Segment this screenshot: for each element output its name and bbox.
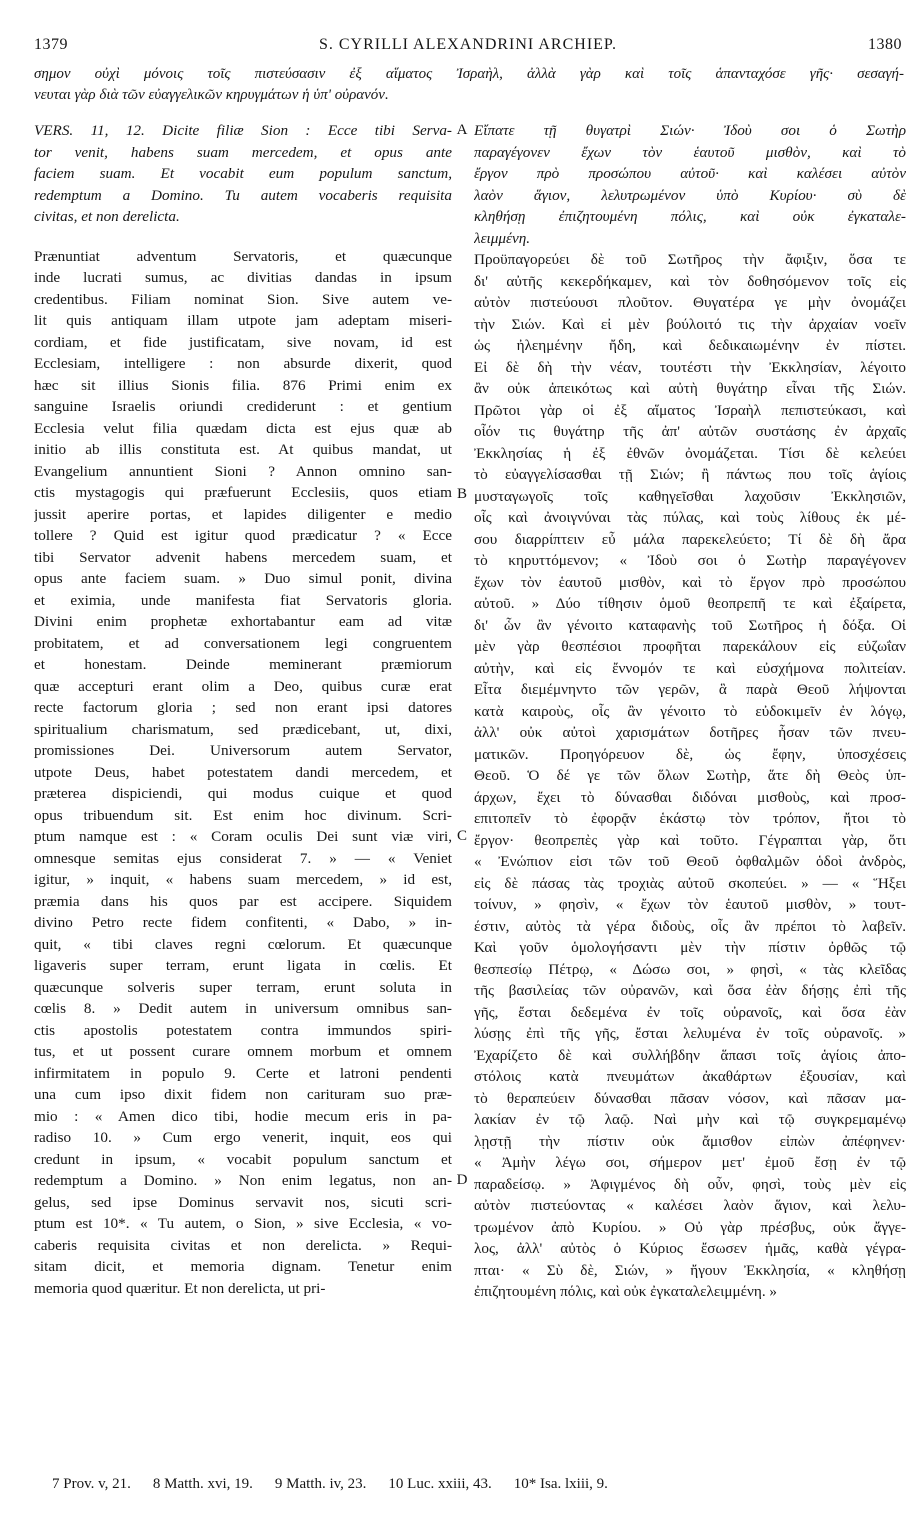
text-line: λύσῃς ἐπὶ τῆς γῆς, ἔσται λελυμένα ἐν τοῖς οὐρανοῖς. » xyxy=(474,1025,906,1042)
running-header xyxy=(34,36,902,58)
text-line: μὲν γὰρ θεσπέσιοι προφῆται παρεκάλουν εἰς εὐζωΐαν xyxy=(474,638,906,655)
text-line: « Ἐνώπιον εἰσι τῶν τοῦ Θεοῦ ὀφθαλμῶν ὁδοὶ ἀνδρὸς, xyxy=(474,853,906,870)
footnote: 10 Luc. xxiii, 43. xyxy=(388,1476,492,1492)
page-number-left: 1379 xyxy=(34,36,68,53)
verse-line: ἔργον πρὸ προσώπου αὐτοῦ· καὶ καλέσει αὐτὸν xyxy=(474,165,906,182)
text-line: ptum namque est : « Coram oculis Dei sunt viæ viri, xyxy=(34,828,452,845)
text-line: probitatem, et ad conversationem legi congruentem xyxy=(34,634,452,652)
text-line: caberis requisita civitas et non derelicta. » Requi- xyxy=(34,1236,452,1254)
text-line: inde lucrati sumus, ac divitias dandas in ipsum xyxy=(34,269,452,286)
text-line: Ecclesia velut filia quædam dicta est ejus quæ ab xyxy=(34,419,452,437)
text-line: αὐτὴν, καὶ εἰς ἔννομόν τε καὶ εὐσχήμονα πολιτείαν. xyxy=(474,659,906,677)
text-line: infirmitatem in populo 9. Certe et latroni pendenti xyxy=(34,1064,452,1082)
text-line: τῆς βασιλείας τῶν οὐρανῶν, καὶ ὅσα ἐὰν δήσῃς ἐπὶ τῆς xyxy=(474,982,906,999)
text-line: Ἐχαρίζετο δὲ καὶ συλλήβδην ἅπασι τοῖς ἁγίοις ἀπο- xyxy=(474,1046,906,1064)
text-line: τὸ εὐαγγελίσασθαι τῇ Σιών; ἢ πάντως που τοῖς ἁγίοις xyxy=(474,466,906,483)
text-line: ptum est 10*. « Tu autem, o Sion, » sive Ecclesia, « vo- xyxy=(34,1215,452,1232)
text-line: ligaveris super terram, erunt ligata in cœlis. Et xyxy=(34,957,452,974)
text-line: ctis mystagogis qui præfuerunt Ecclesiis, quos etiam xyxy=(34,484,452,501)
text-line: μυσταγωγοῖς τοῖς καθηγεῖσθαι λαχοῦσιν Ἐκκλησιῶν, xyxy=(474,487,906,505)
footnote: 9 Matth. iv, 23. xyxy=(274,1476,367,1492)
text-line: credunt in ipsum, « vocabit populum sanctum et xyxy=(34,1150,452,1168)
text-line: τὸ θεραπεύειν δύνασθαι πᾶσαν νόσον, καὶ πᾶσαν μα- xyxy=(474,1089,906,1107)
text-line: τρωμένον ἀπὸ Κυρίου. » Οὐ γὰρ πρέσβυς, οὐκ ἄγγε- xyxy=(474,1218,906,1236)
text-line: σου διαρρίπτειν εὖ μάλα παρεκελεύετο; Τί δὲ δὴ ἄρα xyxy=(474,530,906,548)
text-line: γῆς, ἔσται δεδεμένα ἐν τοῖς οὐρανοῖς, καὶ ὅσα ἐὰν xyxy=(474,1003,906,1021)
text-line: τὸ κηρυττόμενον; « Ἰδοὺ σοι ὁ Σωτὴρ παραγέγονεν xyxy=(474,552,906,569)
text-line: Πρῶτοι γὰρ οἱ ἐξ αἵματος Ἰσραὴλ πεπιστεύκασι, καὶ xyxy=(474,401,906,419)
verse-line: tor venit, habens suam mercedem, et opus ante xyxy=(34,143,452,161)
text-line: ἐπιζητουμένη πόλις, καὶ οὐκ ἐγκαταλελειμμένη. » xyxy=(474,1283,778,1300)
text-line: mio : « Amen dico tibi, hodie mecum eris in pa- xyxy=(34,1107,452,1125)
greek-commentary xyxy=(474,249,906,1303)
text-line: recte factorum gloria ; sed non erant ipsi datores xyxy=(34,699,452,716)
verse-line: redemptum a Domino. Tu autem vocaberis requisita xyxy=(34,186,452,204)
text-line: παραδείσῳ. » Ἀφιγμένος δὴ οὖν, φησὶ, τοὺς μὲν εἰς xyxy=(474,1175,906,1193)
text-line: οἷς καὶ ἀνοιγνύναι τὰς πύλας, καὶ τοὺς λίθους ἐκ μέ- xyxy=(474,509,906,526)
footnotes xyxy=(52,1476,872,1493)
text-line: θεσπεσίῳ Πέτρῳ, « Δώσω σοι, » φησὶ, « τὰς κλεῖδας xyxy=(474,960,906,978)
page-number-right: 1380 xyxy=(868,36,902,53)
text-line: et honestam. Deinde meminerant præmiorum xyxy=(34,656,452,673)
text-line: hæc sit illius Sionis filia. 876 Primi enim ex xyxy=(34,376,452,394)
greek-verse xyxy=(474,120,906,249)
verse-line: λαὸν ἅγιον, λελυτρωμένον ὑπὸ Κυρίου· σὺ δὲ xyxy=(474,186,906,204)
text-line: præterea dispiciendi, qui modus cuique et quod xyxy=(34,785,452,802)
text-line: τοίνυν, » φησὶν, « ἔχων τὸν ἑαυτοῦ μισθὸν, » τουτ- xyxy=(474,896,906,913)
text-line: opus tribuendum sit. Est enim hoc divinum. Scri- xyxy=(34,806,452,824)
text-line: spiritualium charismatum, sed prædicebant, ut, dixi, xyxy=(34,720,452,738)
text-line: δι' αὐτῆς κεκερδήκαμεν, καὶ τὸν δοθησόμενον τοῖς εἰς xyxy=(474,272,906,290)
text-line: « Ἀμὴν λέγω σοι, σήμερον μετ' ἐμοῦ ἔσῃ ἐν τῷ xyxy=(474,1154,906,1171)
text-line: έστιν, αὐτὸς τὰ γέρα διδοὺς, οἷς ἂν πρέποι τὸ λαβεῖν. xyxy=(474,917,906,935)
text-line: Καὶ γοῦν ὁμολογήσαντι μὲν τὴν πίστιν ὀρθῶς τῷ xyxy=(474,939,906,956)
verse-line: παραγέγονεν ἔχων τὸν ἑαυτοῦ μισθὸν, καὶ τὸ xyxy=(474,143,906,161)
text-line: λῃστῇ τὴν πίστιν οὐκ ἄμισθον εἰπὼν ἀπέφηνεν· xyxy=(474,1132,906,1150)
text-line: quæ accepturi erant olim a Deo, quibus curæ erat xyxy=(34,677,452,695)
text-line: igitur, » inquit, « habens suam mercedem, » id est, xyxy=(34,871,452,888)
footnote: 10* Isa. lxiii, 9. xyxy=(513,1476,608,1492)
text-line: ctis apostolis potestatem contra immundos spiri- xyxy=(34,1021,452,1039)
text-line: ἔχων τὸν ἑαυτοῦ μισθὸν, καὶ τὸ ἔργον πρὸ προσώπου xyxy=(474,573,906,591)
text-line: sanguine Israelis oriundi crediderunt : et gentium xyxy=(34,398,452,415)
verse-line: civitas, et non derelicta. xyxy=(34,208,180,225)
text-line: Θεοῦ. Ὁ δέ γε τῶν ὅλων Σωτὴρ, ἅτε δὴ Θεὸς ὑπ- xyxy=(474,767,906,784)
text-line: αὐτὸν πιστεύοντας « καλέσει λαὸν ἅγιον, καὶ λελυ- xyxy=(474,1197,906,1214)
text-line: gelus, sed ipse Dominus servavit nos, sicuti scri- xyxy=(34,1193,452,1211)
text-line: Divini enim prophetæ exhortabantur eam ad vitæ xyxy=(34,613,452,630)
margin-letter-c: C xyxy=(456,828,467,844)
verse-line: faciem suam. Et vocabit eum populum sanctum, xyxy=(34,165,452,182)
text-line: επιτοπεῖν τὸ ἐφορᾷν ἑκάστῳ τὸν τρόπον, ἤτοι τὸ xyxy=(474,810,906,827)
margin-letter-d: D xyxy=(456,1172,468,1188)
text-line: Ecclesiam, intelligere : non absurde dixerit, quod xyxy=(34,355,452,372)
footnote: 7 Prov. v, 21. xyxy=(52,1476,131,1492)
text-line: οἷόν τις θυγάτηρ τῆς ἀπ' αὐτῶν συστάσης ἐν ἀρχαῖς xyxy=(474,423,906,440)
text-line: quit, « tibi claves regni cœlorum. Et quæcunque xyxy=(34,935,452,953)
text-line: tollere ? Quid est igitur quod prædicatur ? « Ecce xyxy=(34,527,452,544)
text-line: una cum ipso dixit fidem non carituram suo præ- xyxy=(34,1086,452,1103)
text-line: initio ab illis constituta est. At quibus mandat, ut xyxy=(34,441,452,458)
verse-line: λειμμένη. xyxy=(474,229,531,247)
text-line: άρχων, ἔχει τὸ δύνασθαι διδόναι μισθοὺς, καὶ προσ- xyxy=(474,788,906,806)
continued-greek-text xyxy=(34,64,904,105)
text-line: νευται γὰρ διὰ τῶν εὐαγγελικῶν κηρυγμάτων ἡ ὑπ' οὐρανόν. xyxy=(34,86,389,103)
text-line: τὴν Σιών. Καὶ εἰ μὲν βούλοιτό τις τὴν ἀρχαίαν νοεῖν xyxy=(474,315,906,333)
text-line: præmia dans his quos par est accipere. Siquidem xyxy=(34,892,452,910)
verse-line: Εἴπατε τῇ θυγατρὶ Σιών· Ἰδοὺ σοι ὁ Σωτὴρ xyxy=(474,122,906,139)
verse-line: κληθήσῃ ἐπιζητουμένη πόλις, καὶ οὐκ ἐγκαταλε- xyxy=(474,208,906,225)
text-line: σημον οὐχὶ μόνοις τοῖς πιστεύσασιν ἐξ αἵματος Ἰσραὴλ, ἀλλὰ γὰρ καὶ τοῖς ἁπανταχόσε γῆς· σεσαγή- xyxy=(34,66,904,82)
text-line: ματικῶν. Προηγόρευον δὲ, ὡς ἔφην, ὑποσχέσεις xyxy=(474,745,906,763)
text-line: memoria quod quæritur. Et non derelicta, ut pri- xyxy=(34,1279,326,1297)
text-line: Evangelium annuntient Sioni ? Annon omnino san- xyxy=(34,462,452,480)
text-line: cœlis 8. » Dedit autem in universum omnibus san- xyxy=(34,1000,452,1017)
text-line: lit quis antiquam illam utpote jam adeptam miseri- xyxy=(34,312,452,329)
margin-letter-a: A xyxy=(456,122,468,138)
latin-commentary xyxy=(34,246,452,1300)
text-line: λακίαν ἐν τῷ λαῷ. Ναὶ μὴν καὶ τῷ συγκρεμαμένῳ xyxy=(474,1111,906,1128)
text-line: credentibus. Filiam nominat Sion. Sive autem ve- xyxy=(34,290,452,308)
text-line: εἰς δὲ πάσας τὰς τροχιὰς αὐτοῦ σκοπεύει. » — « Ἥξει xyxy=(474,874,906,892)
text-line: tus, et ut possent curare omnem morbum et omnem xyxy=(34,1043,452,1060)
running-title: S. CYRILLI ALEXANDRINI ARCHIEP. xyxy=(318,36,618,53)
greek-column xyxy=(474,120,906,1303)
text-line: ἀλλ' οὐκ αὐτοὶ χαρισμάτων δοτῆρες ἦσαν τῶν πνευ- xyxy=(474,724,906,741)
text-line: κατὰ καιροὺς, οἷς ἂν γένοιτο τὸ εὐδοκιμεῖν ἐν λόγῳ, xyxy=(474,702,906,720)
text-line: sitam dicit, et memoria dignam. Tenetur enim xyxy=(34,1258,452,1275)
text-line: Εἶτα διεμέμνηντο τῶν γερῶν, ἃ παρὰ Θεοῦ λήψονται xyxy=(474,681,906,698)
footnote: 8 Matth. xvi, 19. xyxy=(152,1476,253,1492)
text-line: divino Petro recte fidem confitenti, « Dabo, » in- xyxy=(34,914,452,931)
text-line: tibi Servator advenit habens mercedem suam, et xyxy=(34,548,452,566)
text-line: opus ante faciem suam. » Duo simul ponit, divina xyxy=(34,570,452,587)
text-line: στόλοις κατὰ πνευμάτων ἀκαθάρτων ἐξουσίαν, καὶ xyxy=(474,1068,906,1085)
text-line: et eximia, unde manifesta fiat Servatoris gloria. xyxy=(34,591,452,609)
text-line: promissiones Dei. Universorum autem Servator, xyxy=(34,742,452,759)
text-line: Prænuntiat adventum Servatoris, et quæcunque xyxy=(34,247,452,265)
text-line: cordiam, et fide justificatam, sive novam, id est xyxy=(34,333,452,351)
text-line: πται· « Σὺ δὲ, Σιών, » ἤγουν Ἐκκλησία, « κληθήσῃ xyxy=(474,1261,906,1279)
text-line: λος, ἀλλ' αὐτὸς ὁ Κύριος ἔσωσεν ἡμᾶς, καθὰ γέγρα- xyxy=(474,1240,906,1257)
text-line: Προϋπαγορεύει δὲ τοῦ Σωτῆρος τὴν ἄφιξιν, ὅσα τε xyxy=(474,251,906,268)
text-line: omnesque semitas ejus considerat 7. » — « Veniet xyxy=(34,849,452,867)
text-line: radiso 10. » Cum ergo venerit, inquit, eos qui xyxy=(34,1129,452,1146)
text-line: redemptum a Domino. » Non enim legatus, non an- xyxy=(34,1172,452,1189)
latin-verse xyxy=(34,120,452,228)
text-line: ἔργον· θεοπρεπὲς γὰρ καὶ τοῦτο. Γέγραπται γὰρ, ὅτι xyxy=(474,831,906,849)
text-line: ὡς ἠλεημένην ἤδη, καὶ δεδικαιωμένην ἐν πίστει. xyxy=(474,337,906,354)
verse-line: VERS. 11, 12. Dicite filiæ Sion : Ecce tibi Serva- xyxy=(34,122,452,139)
text-line: ἂν οὐκ ἀπεικότως καὶ αὐτὴ θυγάτηρ εἶναι τῆς Σιών. xyxy=(474,380,906,397)
text-line: αὐτοῦ. » Δύο τίθησιν ὁμοῦ θεοπρεπῆ τε καὶ ἐξαίρετα, xyxy=(474,595,906,612)
text-line: jussit aperire portas, et lapides diligenter e medio xyxy=(34,505,452,523)
latin-column xyxy=(34,120,452,1299)
margin-letter-b: B xyxy=(456,486,467,502)
text-line: Ἐκκλησίας ἡ ἐξ ἐθνῶν ὀνομάζεται. Τίσι δὲ κελεύει xyxy=(474,444,906,462)
text-line: Εἰ δὲ δὴ τὴν νέαν, τουτέστι τὴν Ἐκκλησίαν, λέγοιτο xyxy=(474,358,906,376)
text-line: αὐτὸν πιστεύουσι πλοῦτον. Θυγατέρα γε μὴν ὀνομάζει xyxy=(474,294,906,311)
text-line: utpote Deus, habet potestatem dandi mercedem, et xyxy=(34,763,452,781)
text-line: δι' ὧν ἂν γένοιτο καταφανὴς τοῦ Σωτῆρος ἡ δόξα. Οἱ xyxy=(474,616,906,634)
text-line: quæcunque solveris super terram, erunt soluta in xyxy=(34,978,452,996)
